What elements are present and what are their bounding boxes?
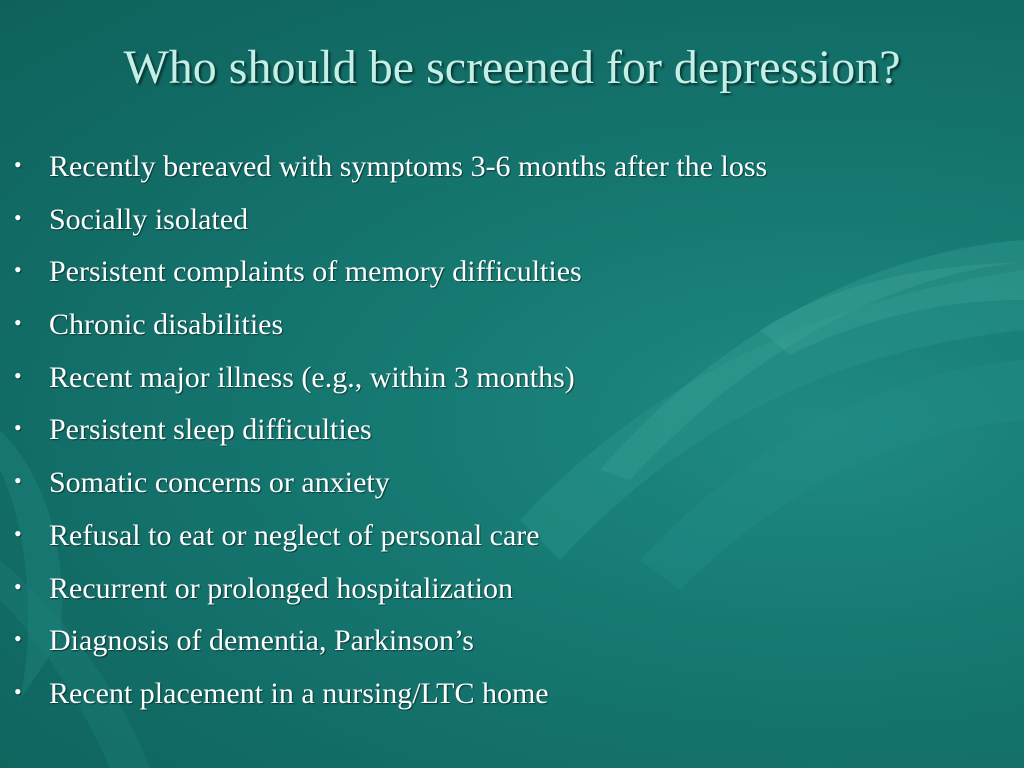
bullet-list bbox=[14, 150, 767, 730]
bullet-icon: • bbox=[14, 204, 22, 230]
bullet-icon: • bbox=[14, 678, 22, 704]
bullet-icon: • bbox=[14, 573, 22, 599]
list-item-text: Persistent complaints of memory difficulties bbox=[49, 255, 582, 289]
list-item bbox=[14, 413, 767, 466]
bullet-icon: • bbox=[14, 310, 22, 336]
list-item-text: Recent major illness (e.g., within 3 months) bbox=[49, 360, 575, 394]
list-item bbox=[14, 361, 767, 414]
bullet-icon: • bbox=[14, 257, 22, 283]
bullet-icon: • bbox=[14, 362, 22, 388]
slide-title: Who should be screened for depression? bbox=[123, 41, 901, 94]
bullet-icon: • bbox=[14, 468, 22, 494]
bullet-icon: • bbox=[14, 415, 22, 441]
list-item bbox=[14, 308, 767, 361]
list-item bbox=[14, 203, 767, 256]
list-item bbox=[14, 150, 767, 203]
list-item-text: Socially isolated bbox=[49, 202, 249, 236]
bullet-icon: • bbox=[14, 520, 22, 546]
list-item bbox=[14, 624, 767, 677]
list-item-text: Chronic disabilities bbox=[49, 308, 284, 342]
list-item-text: Recent placement in a nursing/LTC home bbox=[49, 676, 549, 710]
list-item-text: Recently bereaved with symptoms 3-6 months after the loss bbox=[49, 150, 768, 183]
bullet-icon: • bbox=[14, 152, 22, 177]
list-item bbox=[14, 519, 767, 572]
list-item-text: Persistent sleep difficulties bbox=[49, 413, 372, 447]
list-item bbox=[14, 255, 767, 308]
list-item bbox=[14, 572, 767, 625]
bullet-icon: • bbox=[14, 626, 22, 652]
list-item bbox=[14, 466, 767, 519]
list-item bbox=[14, 677, 767, 730]
list-item-text: Somatic concerns or anxiety bbox=[49, 466, 390, 500]
list-item-text: Diagnosis of dementia, Parkinson’s bbox=[49, 624, 474, 658]
list-item-text: Recurrent or prolonged hospitalization bbox=[49, 571, 514, 605]
list-item-text: Refusal to eat or neglect of personal care bbox=[49, 518, 540, 552]
